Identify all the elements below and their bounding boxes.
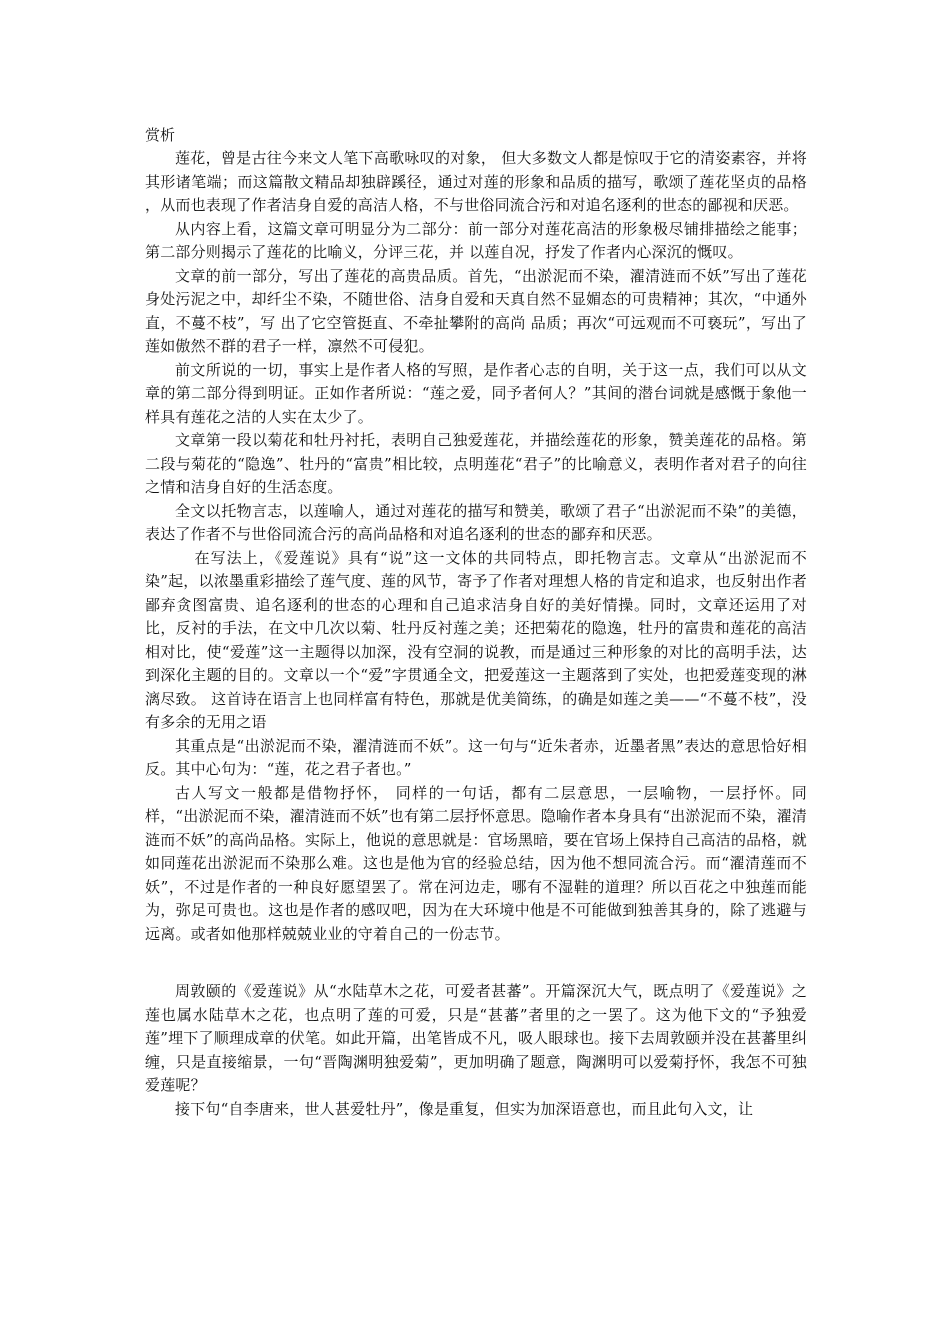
document-page — [145, 124, 807, 1121]
paragraph-7: 在写法上，《爱莲说》具有“说”这一文体的共同特点，即托物言志。文章从“出淤泥而不染”起，以浓墨重彩描绘了莲气度、莲的风节，寄予了作者对理想人格的肯定和追求，也反射出作者鄙弃贪图富贵、追名逐利的世态的心理和自己追求洁身自好的美好情操。同时，文章还运用了对比，反衬的手法，在文中几次以菊、牡丹反衬莲之美；还把菊花的隐逸，牡丹的富贵和莲花的高洁相对比，使“爱莲”这一主题得以加深，没有空洞的说教，而是通过三种形象的对比的高明手法，达到深化主题的目的。文章以一个“爱”字贯通全文，把爱莲这一主题落到了实处，也把爱莲变现的淋漓尽致。 这首诗在语言上也同样富有特色，那就是优美简练，的确是如莲之美——“不蔓不枝”，没有多余的无用之语 — [145, 548, 807, 731]
paragraph-8: 其重点是“出淤泥而不染，濯清涟而不妖”。这一句与“近朱者赤，近墨者黑”表达的意思恰好相反。其中心句为：“莲，花之君子者也。” — [145, 736, 807, 778]
paragraph-10: 周敦颐的《爱莲说》从“水陆草木之花，可爱者甚蕃”。开篇深沉大气，既点明了《爱莲说》之莲也属水陆草木之花，也点明了莲的可爱，只是“甚蕃”者里的之一罢了。这为他下文的“予独爱莲”埋下了顺理成章的伏笔。如此开篇，出笔皆成不凡，吸人眼球也。接下去周敦颐并没在甚蕃里纠缠，只是直接缩景，一句“晋陶渊明独爱菊”，更加明确了题意，陶渊明可以爱菊抒怀，我怎不可独爱莲呢？ — [145, 982, 807, 1094]
paragraph-4: 前文所说的一切，事实上是作者人格的写照，是作者心志的自明，关于这一点，我们可以从文章的第二部分得到明证。正如作者所说：“莲之爱，同予者何人？”其间的潜台词就是感慨于象他一样具有莲花之洁的人实在太少了。 — [145, 360, 807, 426]
paragraph-3: 文章的前一部分，写出了莲花的高贵品质。首先，“出淤泥而不染，濯清涟而不妖”写出了莲花身处污泥之中，却纤尘不染，不随世俗、洁身自爱和天真自然不显媚态的可贵精神；其次，“中通外直，不蔓不枝”，写 出了它空管挺直、不牵扯攀附的高尚 品质；再次“可远观而不可亵玩”，写出了莲如傲然不群的君子一样，凛然不可侵犯。 — [145, 266, 807, 355]
paragraph-11: 接下句“自李唐来，世人甚爱牡丹”，像是重复，但实为加深语意也，而且此句入文，让 — [175, 1099, 754, 1118]
section-heading: 赏析 — [145, 126, 176, 144]
paragraph-5: 文章第一段以菊花和牡丹衬托，表明自己独爱莲花，并描绘莲花的形象，赞美莲花的品格。第二段与菊花的“隐逸”、牡丹的“富贵”相比较，点明莲花“君子”的比喻意义，表明作者对君子的向往之情和洁身自好的生活态度。 — [145, 431, 807, 496]
section-gap — [145, 946, 807, 980]
paragraph-2: 从内容上看，这篇文章可明显分为二部分：前一部分对莲花高洁的形象极尽铺排描绘之能事；第二部分则揭示了莲花的比喻义，分评三花，并 以莲自况，抒发了作者内心深沉的慨叹。 — [145, 219, 807, 261]
paragraph-9: 古人写文一般都是借物抒怀， 同样的一句话，都有二层意思，一层喻物，一层抒怀。同样，“出淤泥而不染，濯清涟而不妖”也有第二层抒怀意思。隐喻作者本身具有“出淤泥而不染，濯清涟而不妖”的高尚品格。实际上，他说的意思就是：官场黑暗，要在官场上保持自己高洁的品格，就如同莲花出淤泥而不染那么难。这也是他为官的经验总结，因为他不想同流合污。而“濯清莲而不妖”，不过是作者的一种良好愿望罢了。常在河边走，哪有不湿鞋的道理？所以百花之中独莲而能为，弥足可贵也。这也是作者的感叹吧，因为在大环境中他是不可能做到独善其身的，除了逃避与远离。或者如他那样兢兢业业的守着自己的一份志节。 — [145, 783, 808, 943]
paragraph-6: 全文以托物言志，以莲喻人，通过对莲花的描写和赞美，歌颂了君子“出淤泥而不染”的美德，表达了作者不与世俗同流合污的高尚品格和对追名逐利的世态的鄙弃和厌恶。 — [145, 501, 807, 543]
paragraph-1: 莲花，曾是古往今来文人笔下高歌咏叹的对象， 但大多数文人都是惊叹于它的清姿素容，并将其形诸笔端；而这篇散文精品却独辟蹊径，通过对莲的形象和品质的描写，歌颂了莲花坚贞的品格 ，从而也表现了作者洁身自爱的高洁人格，不与世俗同流合污和对追名逐利的世态的鄙视和厌恶。 — [145, 149, 807, 214]
